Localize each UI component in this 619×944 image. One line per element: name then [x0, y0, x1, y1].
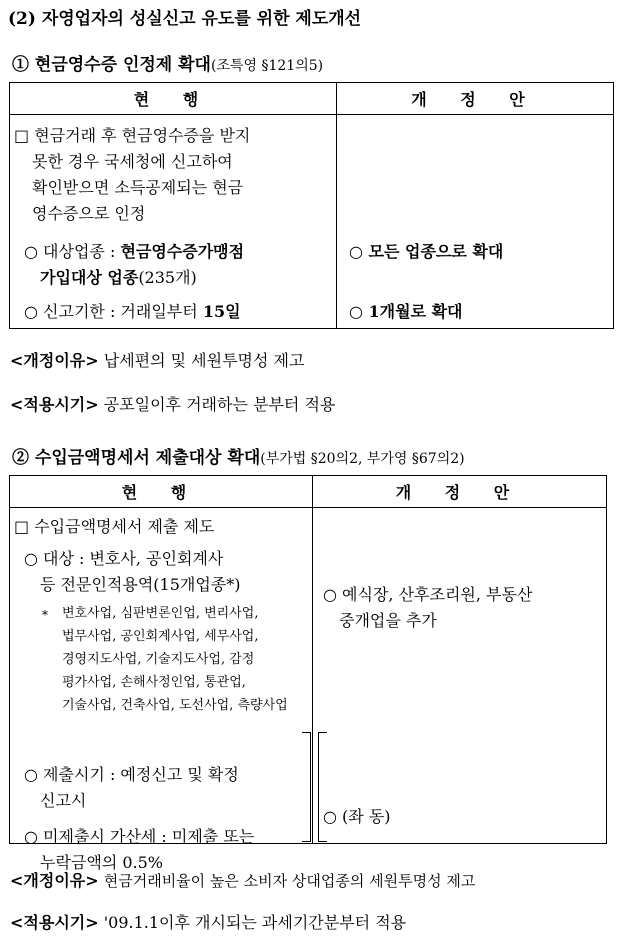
- item1-deadline-bold: 15일: [202, 302, 241, 321]
- item2-penalty-line1: ○ 미제출시 가산세 : 미제출 또는: [24, 827, 255, 846]
- item2-reason-label: <개정이유>: [10, 871, 99, 890]
- item2-ref: (부가법 §20의2, 부가영 §67의2): [260, 451, 465, 467]
- item1-target: [24, 239, 244, 262]
- item2-target-line1: ○ 대상 : 변호사, 공인회계사: [24, 549, 224, 568]
- item1-header-current: 현 행: [10, 83, 337, 115]
- item1-target-prefix: ○ 대상업종 :: [24, 242, 121, 261]
- item2-header-revised: 개 정 안: [313, 476, 607, 508]
- item2-note: [62, 602, 314, 717]
- item2-note-star: *: [42, 608, 48, 622]
- item1-deadline: [24, 299, 241, 322]
- item1-revised-target: ○ 모든 업종으로 확대: [349, 242, 504, 261]
- item2-note-line: 변호사업, 심판변론인업, 변리사업,: [62, 606, 259, 621]
- item2-note-line: 경영지도사업, 기술지도사업, 감정: [62, 652, 255, 667]
- item1-apply-text: 공포일이후 거래하는 분부터 적용: [103, 395, 336, 414]
- item2-submit-line1: ○ 제출시기 : 예정신고 및 확정: [24, 765, 239, 784]
- item2-apply-text: '09.1.1이후 개시되는 과세기간분부터 적용: [103, 913, 407, 932]
- item1-target-suffix: (235개): [138, 268, 197, 287]
- item1-title: ① 현금영수증 인정제 확대: [12, 55, 211, 75]
- item1-current-line1: □ 현금거래 후 현금영수증을 받지: [14, 126, 251, 145]
- item2-note-line: 평가사업, 손해사정인업, 통관업,: [62, 675, 246, 690]
- item1-target-bold2: 가입대상 업종: [40, 268, 139, 287]
- item2-title: ② 수입금액명세서 제출대상 확대: [12, 448, 261, 468]
- item1-target-bold1: 현금영수증가맹점: [120, 242, 245, 261]
- item2-apply-row: [10, 910, 406, 933]
- item1-reason-text: 납세편의 및 세원투명성 제고: [103, 351, 305, 370]
- item2-reason-row: [10, 868, 475, 891]
- item1-revised-deadline: ○ 1개월로 확대: [349, 302, 463, 321]
- item1-table: [9, 82, 614, 329]
- item2-submit-line2: 신고시: [40, 791, 87, 810]
- item2-target-line2: 등 전문인적용역(15개업종*): [40, 575, 241, 594]
- section-title: (2) 자영업자의 성실신고 유도를 위한 제도개선: [8, 9, 362, 29]
- item1-header-revised: 개 정 안: [337, 83, 614, 115]
- item2-title-row: [12, 443, 465, 468]
- item2-revised-add-line2: 중개업을 추가: [339, 611, 437, 630]
- item1-current-line3: 확인받으면 소득공제되는 현금: [32, 178, 244, 197]
- item2-note-line: 법무사업, 공인회계사업, 세무사업,: [62, 629, 259, 644]
- item1-title-row: [12, 50, 323, 75]
- item1-current-line2: 못한 경우 국세청에 신고하여: [32, 152, 233, 171]
- item2-apply-label: <적용시기>: [10, 913, 99, 932]
- item2-penalty-line2: 누락금액의 0.5%: [40, 853, 164, 872]
- left-bracket: [302, 732, 311, 842]
- item2-header-current: 현 행: [10, 476, 313, 508]
- right-bracket: [318, 732, 327, 842]
- item1-target-cont: [40, 265, 197, 288]
- item1-apply-label: <적용시기>: [10, 395, 99, 414]
- item1-apply-row: [10, 392, 335, 415]
- item2-revised-add-line1: ○ 예식장, 산후조리원, 부동산: [323, 585, 533, 604]
- item1-current-line4: 영수증으로 인정: [32, 204, 146, 223]
- item1-deadline-prefix: ○ 신고기한 : 거래일부터: [24, 302, 203, 321]
- item2-revised-same: ○ (좌 동): [323, 807, 391, 826]
- item2-reason-text: 현금거래비율이 높은 소비자 상대업종의 세원투명성 제고: [103, 872, 476, 890]
- item1-ref: (조특영 §121의5): [210, 58, 324, 74]
- item1-reason-row: [10, 348, 304, 371]
- item1-reason-label: <개정이유>: [10, 351, 99, 370]
- item2-current-box: □ 수입금액명세서 제출 제도: [14, 517, 215, 536]
- item2-note-line: 기술사업, 건축사업, 도선사업, 측량사업: [62, 698, 288, 713]
